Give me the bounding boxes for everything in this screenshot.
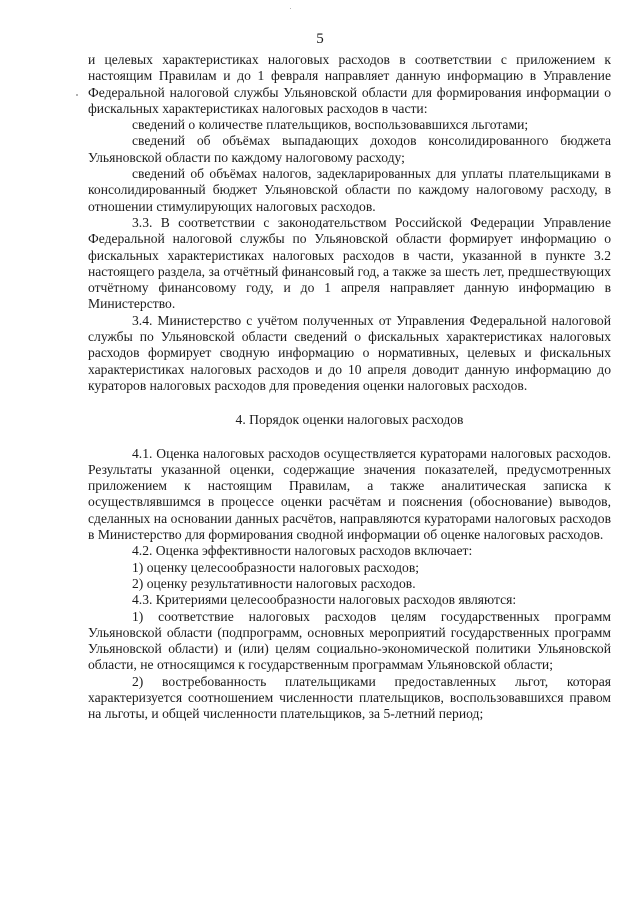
clause-4-2-item-1: 1) оценку целесообразности налоговых расходов; xyxy=(132,559,420,575)
list-item-lost-revenue: сведений об объёмах выпадающих доходов консолидированного бюджета Ульяновской области по каждому налоговому расходу; xyxy=(88,133,611,165)
page-number: 5 xyxy=(316,31,324,47)
list-item-payers-count: сведений о количестве плательщиков, воспользовавшихся льготами; xyxy=(132,117,529,133)
clause-4-1: 4.1. Оценка налоговых расходов осуществляется кураторами налоговых расходов. Результаты указанной оценки, содержащие значения показателей, предусмотренных приложением к настоящим Правилам, а также аналитическая записка к осуществлявшимся в процессе оценки расчётам и пояснения (обоснование) выводов, сделанных на основании данных расчётов, направляются кураторами налоговых расходов в Министерство для формирования сводной информации об оценке налоговых расходов. xyxy=(88,445,611,543)
clause-4-3-item-2: 2) востребованность плательщиками предоставленных льгот, которая характеризуется соотношением численности плательщиков, воспользовавшихся правом на льготы, и общей численности плательщиков, за 5-летний период; xyxy=(88,673,611,722)
scan-speck xyxy=(76,94,78,96)
clause-3-3: 3.3. В соответствии с законодательством Российской Федерации Управление Федеральной налоговой службы по Ульяновской области формирует информацию о фискальных характеристиках налоговых расходов в части, указанной в пункте 3.2 настоящего раздела, за отчётный финансовый год, а также за шесть лет, предшествующих отчётному финансовому году, и до 1 апреля направляет данную информацию в Министерство. xyxy=(88,214,611,312)
clause-3-4: 3.4. Министерство с учётом полученных от Управления Федеральной налоговой службы по Ульяновской области сведений о фискальных характеристиках налоговых расходов формирует сводную информацию о нормативных, целевых и фискальных характеристиках налоговых расходов и до 10 апреля доводит данную информацию до кураторов налоговых расходов для проведения оценки налоговых расходов. xyxy=(88,312,611,393)
clause-4-3: 4.3. Критериями целесообразности налоговых расходов являются: xyxy=(132,592,517,608)
clause-4-2-item-2: 2) оценку результативности налоговых расходов. xyxy=(132,575,416,591)
document-body xyxy=(88,52,611,723)
list-item-declared-taxes: сведений об объёмах налогов, задекларированных для уплаты плательщиками в консолидированный бюджет Ульяновской области по каждому налоговому расходу, в отношении стимулирующих налоговых расходов. xyxy=(88,166,611,214)
section-title: 4. Порядок оценки налоговых расходов xyxy=(235,412,464,428)
clause-4-3-item-1: 1) соответствие налоговых расходов целям государственных программ Ульяновской области (подпрограмм, основных мероприятий государственных программ Ульяновской области) и (или) целям социально-экономической политики Ульяновской области, не относящимся к государственным программам Ульяновской области; xyxy=(88,608,611,673)
paragraph-continuation: и целевых характеристиках налоговых расходов в соответствии с приложением к настоящим Правилам и до 1 февраля направляет данную информацию в Управление Федеральной налоговой службы Ульяновской области для формирования информации о фискальных характеристиках налоговых расходов в части: xyxy=(88,52,611,116)
clause-4-2: 4.2. Оценка эффективности налоговых расходов включает: xyxy=(132,543,473,559)
scan-speck xyxy=(290,8,291,9)
